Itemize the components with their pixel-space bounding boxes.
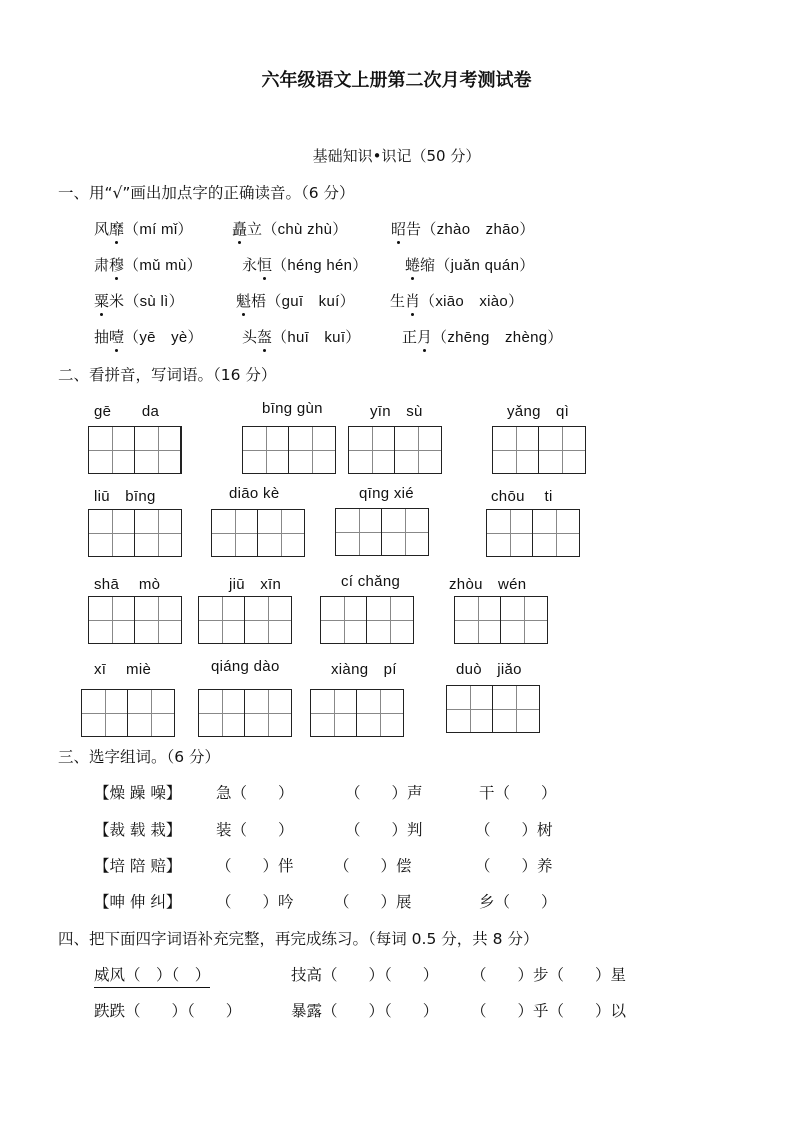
pinyin-label: xī miè: [94, 661, 152, 678]
answer-grid[interactable]: [88, 426, 182, 474]
pinyin-label: qīng xié: [359, 485, 414, 502]
idiom-blank[interactable]: 威风（ ）（ ）: [94, 963, 210, 988]
char-options: 【裁 载 栽】: [94, 821, 182, 839]
answer-grid[interactable]: [310, 689, 404, 737]
answer-grid[interactable]: [88, 596, 182, 644]
answer-grid[interactable]: [492, 426, 586, 474]
q2-heading: 二、看拼音，写词语。（16 分）: [58, 366, 277, 384]
pinyin-label: diāo kè: [229, 485, 280, 502]
answer-grid[interactable]: [320, 596, 414, 644]
answer-grid[interactable]: [242, 426, 336, 474]
char-options: 【培 陪 赔】: [94, 857, 182, 875]
q1-item: 永恒（héng hén）: [242, 256, 368, 274]
pinyin-label: zhòu wén: [449, 576, 527, 593]
fill-blank[interactable]: 干（ ）: [479, 784, 557, 802]
pinyin-label: liū bīng: [94, 488, 156, 505]
answer-grid[interactable]: [446, 685, 540, 733]
q1-item: 粟米（sù lì）: [94, 292, 184, 310]
q1-item: 昭告（zhào zhāo）: [391, 220, 535, 238]
answer-grid[interactable]: [211, 509, 305, 557]
q3-heading: 三、选字组词。（6 分）: [58, 748, 221, 766]
answer-grid[interactable]: [81, 689, 175, 737]
pinyin-label: duò jiǎo: [456, 661, 522, 678]
fill-blank[interactable]: （ ）养: [475, 857, 553, 875]
answer-grid[interactable]: [198, 689, 292, 737]
answer-grid[interactable]: [348, 426, 442, 474]
fill-blank[interactable]: （ ）吟: [216, 893, 294, 911]
pinyin-label: yīn sù: [370, 403, 423, 420]
fill-blank[interactable]: 急（ ）: [216, 784, 294, 802]
answer-grid[interactable]: [198, 596, 292, 644]
pinyin-label: cí chǎng: [341, 573, 401, 590]
char-options: 【燥 躁 噪】: [94, 784, 182, 802]
pinyin-label: chōu ti: [491, 488, 553, 505]
pinyin-label: shā mò: [94, 576, 161, 593]
idiom-blank[interactable]: （ ）步（ ）星: [471, 966, 627, 984]
fill-blank[interactable]: （ ）伴: [216, 857, 294, 875]
idiom-blank[interactable]: 技高（ ）（ ）: [291, 966, 439, 984]
fill-blank[interactable]: 乡（ ）: [479, 893, 557, 911]
fill-blank[interactable]: （ ）偿: [334, 857, 412, 875]
answer-grid[interactable]: [88, 509, 182, 557]
fill-blank[interactable]: （ ）声: [345, 784, 423, 802]
pinyin-label: gē da: [94, 403, 160, 420]
q1-item: 正月（zhēng zhèng）: [402, 328, 563, 346]
pinyin-label: xiàng pí: [331, 661, 397, 678]
q1-item: 抽噎（yē yè）: [94, 328, 203, 346]
q1-item: 肃穆（mǔ mù）: [94, 256, 202, 274]
q4-heading: 四、把下面四字词语补充完整，再完成练习。（每词 0.5 分，共 8 分）: [58, 930, 539, 948]
fill-blank[interactable]: （ ）判: [345, 821, 423, 839]
idiom-blank[interactable]: 跌跌（ ）（ ）: [94, 1002, 242, 1020]
q1-heading: 一、用“√”画出加点字的正确读音。（6 分）: [58, 184, 355, 202]
answer-grid[interactable]: [454, 596, 548, 644]
fill-blank[interactable]: 装（ ）: [216, 821, 294, 839]
q1-item: 魁梧（guī kuí）: [236, 292, 355, 310]
pinyin-label: jiū xīn: [229, 576, 282, 593]
q1-item: 风靡（mí mǐ）: [94, 220, 193, 238]
q1-item: 头盔（huī kuī）: [242, 328, 361, 346]
answer-grid[interactable]: [335, 508, 429, 556]
pinyin-label: bīng gùn: [262, 400, 323, 417]
pinyin-label: yǎng qì: [507, 403, 570, 420]
q1-item: 生肖（xiāo xiào）: [390, 292, 524, 310]
fill-blank[interactable]: （ ）展: [334, 893, 412, 911]
page-title: 六年级语文上册第二次月考测试卷: [261, 70, 532, 91]
fill-blank[interactable]: （ ）树: [475, 821, 553, 839]
q1-item: 蜷缩（juǎn quán）: [405, 256, 535, 274]
idiom-blank[interactable]: 暴露（ ）（ ）: [291, 1002, 439, 1020]
section-title: 基础知识•识记（50 分）: [312, 147, 481, 165]
idiom-blank[interactable]: （ ）乎（ ）以: [471, 1002, 627, 1020]
q1-item: 矗立（chù zhù）: [232, 220, 348, 238]
pinyin-label: qiáng dào: [211, 658, 280, 675]
char-options: 【呻 伸 纠】: [94, 893, 182, 911]
answer-grid[interactable]: [486, 509, 580, 557]
